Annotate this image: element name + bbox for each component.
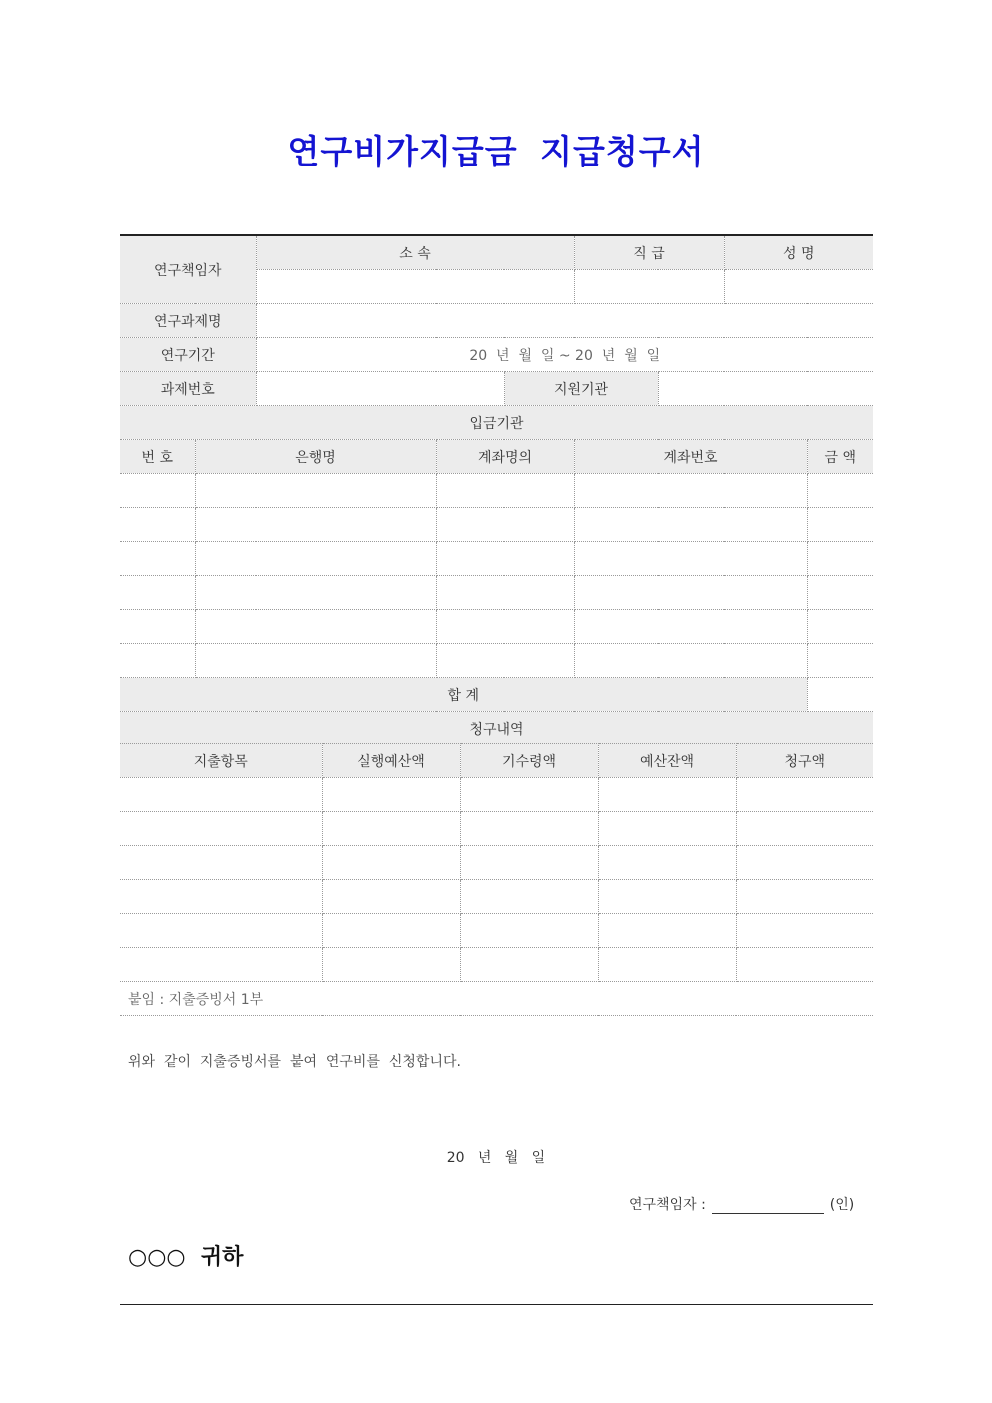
claim-cell-item[interactable] <box>120 914 322 948</box>
seal-mark: (인) <box>829 1197 855 1213</box>
deposit-header-no: 번 호 <box>120 440 195 474</box>
project-name-field[interactable] <box>256 304 873 338</box>
deposit-cell-no[interactable] <box>120 474 195 508</box>
signature-field[interactable] <box>712 1197 824 1214</box>
claim-cell-balance[interactable] <box>598 812 736 846</box>
deposit-header-bank: 은행명 <box>195 440 436 474</box>
claim-cell-balance[interactable] <box>598 846 736 880</box>
claim-cell-item[interactable] <box>120 880 322 914</box>
claim-cell-amount[interactable] <box>736 914 873 948</box>
deposit-cell-bank[interactable] <box>195 576 436 610</box>
claim-cell-budget[interactable] <box>322 846 460 880</box>
name-field[interactable] <box>724 270 873 304</box>
deposit-cell-account[interactable] <box>574 576 807 610</box>
deposit-total-label: 합 계 <box>120 678 807 712</box>
claim-cell-budget[interactable] <box>322 812 460 846</box>
deposit-cell-amount[interactable] <box>807 576 873 610</box>
claim-cell-received[interactable] <box>460 948 598 982</box>
bottom-rule <box>120 1304 873 1305</box>
deposit-cell-holder[interactable] <box>436 644 574 678</box>
claim-cell-amount[interactable] <box>736 948 873 982</box>
claim-header-budget: 실행예산액 <box>322 744 460 778</box>
claim-cell-received[interactable] <box>460 880 598 914</box>
deposit-cell-bank[interactable] <box>195 644 436 678</box>
deposit-row <box>120 644 873 678</box>
document-title: 연구비가지급금 지급청구서 <box>287 132 705 171</box>
deposit-cell-bank[interactable] <box>195 542 436 576</box>
deposit-header-holder: 계좌명의 <box>436 440 574 474</box>
claim-cell-received[interactable] <box>460 778 598 812</box>
project-name-label: 연구과제명 <box>120 304 256 338</box>
claim-row <box>120 948 873 982</box>
period-label: 연구기간 <box>120 338 256 372</box>
form-table-main <box>120 234 873 746</box>
deposit-cell-amount[interactable] <box>807 474 873 508</box>
claim-cell-received[interactable] <box>460 812 598 846</box>
claim-cell-item[interactable] <box>120 948 322 982</box>
deposit-total-field[interactable] <box>807 678 873 712</box>
period-field[interactable]: 20 년 월 일 ~ 20 년 월 일 <box>256 338 873 372</box>
deposit-cell-account[interactable] <box>574 610 807 644</box>
deposit-row <box>120 576 873 610</box>
signature-label: 연구책임자 : <box>629 1197 706 1213</box>
claim-cell-received[interactable] <box>460 846 598 880</box>
project-no-label: 과제번호 <box>120 372 256 406</box>
funding-agency-label: 지원기관 <box>504 372 658 406</box>
claim-cell-budget[interactable] <box>322 880 460 914</box>
claim-header-received: 기수령액 <box>460 744 598 778</box>
position-field[interactable] <box>574 270 724 304</box>
claim-cell-item[interactable] <box>120 846 322 880</box>
claim-cell-budget[interactable] <box>322 948 460 982</box>
deposit-cell-no[interactable] <box>120 644 195 678</box>
claim-section-label: 청구내역 <box>120 712 873 746</box>
claim-header-item: 지출항목 <box>120 744 322 778</box>
project-no-field[interactable] <box>256 372 504 406</box>
deposit-cell-bank[interactable] <box>195 610 436 644</box>
deposit-cell-holder[interactable] <box>436 610 574 644</box>
deposit-cell-bank[interactable] <box>195 474 436 508</box>
deposit-cell-account[interactable] <box>574 644 807 678</box>
application-statement: 위와 같이 지출증빙서를 붙여 연구비를 신청합니다. <box>128 1054 461 1070</box>
deposit-cell-no[interactable] <box>120 508 195 542</box>
claim-row <box>120 812 873 846</box>
affiliation-header: 소 속 <box>256 235 574 270</box>
claim-cell-balance[interactable] <box>598 948 736 982</box>
deposit-cell-no[interactable] <box>120 610 195 644</box>
deposit-header-amount: 금 액 <box>807 440 873 474</box>
deposit-cell-amount[interactable] <box>807 644 873 678</box>
position-header: 직 급 <box>574 235 724 270</box>
deposit-cell-holder[interactable] <box>436 576 574 610</box>
name-header: 성 명 <box>724 235 873 270</box>
deposit-cell-account[interactable] <box>574 474 807 508</box>
affiliation-field[interactable] <box>256 270 574 304</box>
deposit-row <box>120 474 873 508</box>
claim-row <box>120 778 873 812</box>
claim-cell-received[interactable] <box>460 914 598 948</box>
claim-cell-item[interactable] <box>120 778 322 812</box>
deposit-row <box>120 610 873 644</box>
deposit-row <box>120 542 873 576</box>
deposit-cell-amount[interactable] <box>807 610 873 644</box>
deposit-cell-holder[interactable] <box>436 474 574 508</box>
claim-row <box>120 846 873 880</box>
claim-cell-amount[interactable] <box>736 880 873 914</box>
researcher-label: 연구책임자 <box>120 235 256 304</box>
deposit-cell-account[interactable] <box>574 542 807 576</box>
deposit-cell-bank[interactable] <box>195 508 436 542</box>
date-line[interactable]: 20 년 월 일 <box>446 1150 546 1166</box>
claim-row <box>120 880 873 914</box>
deposit-row <box>120 508 873 542</box>
form-table-claim <box>120 743 873 1016</box>
deposit-header-account: 계좌번호 <box>574 440 807 474</box>
claim-cell-amount[interactable] <box>736 846 873 880</box>
claim-cell-amount[interactable] <box>736 778 873 812</box>
signature-line <box>629 1194 854 1214</box>
claim-header-amount: 청구액 <box>736 744 873 778</box>
deposit-cell-no[interactable] <box>120 542 195 576</box>
claim-cell-item[interactable] <box>120 812 322 846</box>
deposit-cell-no[interactable] <box>120 576 195 610</box>
claim-cell-budget[interactable] <box>322 914 460 948</box>
deposit-section-label: 입금기관 <box>120 406 873 440</box>
claim-cell-amount[interactable] <box>736 812 873 846</box>
claim-cell-budget[interactable] <box>322 778 460 812</box>
deposit-cell-amount[interactable] <box>807 508 873 542</box>
deposit-cell-account[interactable] <box>574 508 807 542</box>
deposit-cell-holder[interactable] <box>436 508 574 542</box>
claim-cell-balance[interactable] <box>598 778 736 812</box>
attachment-note: 붙임 : 지출증빙서 1부 <box>120 982 873 1016</box>
claim-cell-balance[interactable] <box>598 880 736 914</box>
funding-agency-field[interactable] <box>658 372 873 406</box>
claim-header-balance: 예산잔액 <box>598 744 736 778</box>
deposit-cell-amount[interactable] <box>807 542 873 576</box>
claim-row <box>120 914 873 948</box>
claim-cell-balance[interactable] <box>598 914 736 948</box>
deposit-cell-holder[interactable] <box>436 542 574 576</box>
addressee: ○○○ 귀하 <box>128 1245 244 1270</box>
